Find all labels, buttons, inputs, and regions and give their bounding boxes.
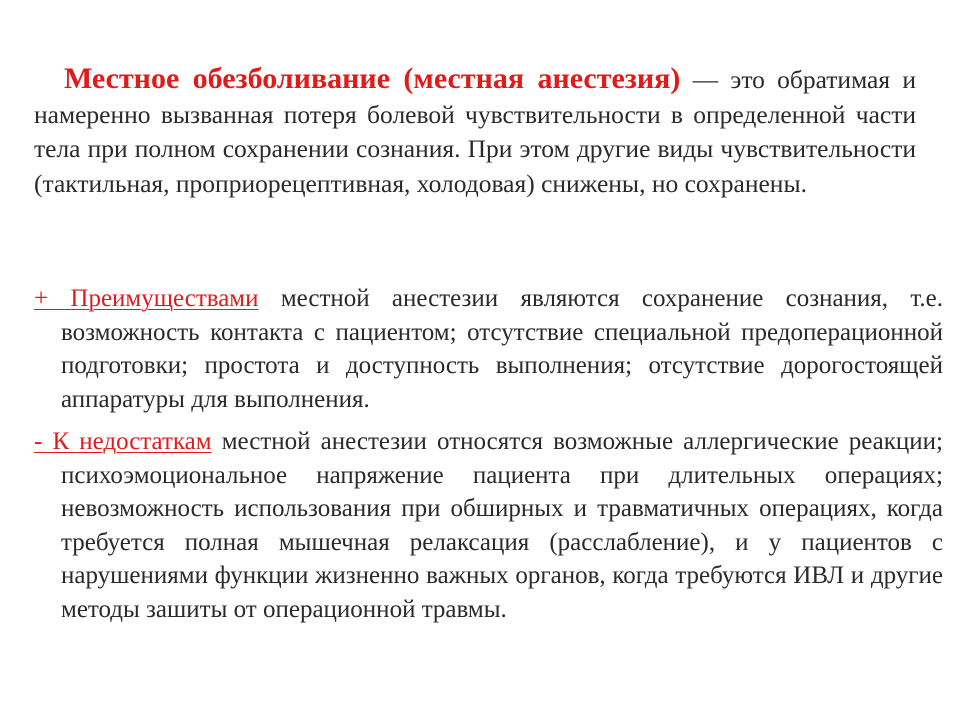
advantages-text: местной анестезии являются сохранение сознания, т.е. возможность контакта с пациентом; отсутствие специальной предоперационной подготовки; простота и доступность выполнения; отсутствие дорогостоящей аппаратуры для выполнения. xyxy=(61,285,943,413)
disadvantages-paragraph xyxy=(34,425,943,626)
advantages-marker: + Преимуществами xyxy=(34,285,259,312)
disadvantages-text: местной анестезии относятся возможные аллергические реакции; психоэмоциональное напряжение пациента при длительных операциях; невозможность использования при обширных и травматичных операциях, когда требуется полная мышечная релаксация (расслабление), и у пациентов с нарушениями функции жизненно важных органов, когда требуются ИВЛ и другие методы зашиты от операционной травмы. xyxy=(61,428,944,623)
definition-term: Местное обезболивание (местная анестезия) xyxy=(64,62,681,95)
advantages-paragraph xyxy=(34,282,943,416)
disadvantages-marker: - К недостаткам xyxy=(34,428,212,455)
definition-paragraph xyxy=(34,62,916,201)
definition-text: — это обратимая и намеренно вызванная потеря болевой чувствительности в определенной части тела при полном сохранении сознания. При этом другие виды чувствительности (тактильная, проприорецептивная, холодовая) снижены, но сохранены. xyxy=(34,65,916,198)
